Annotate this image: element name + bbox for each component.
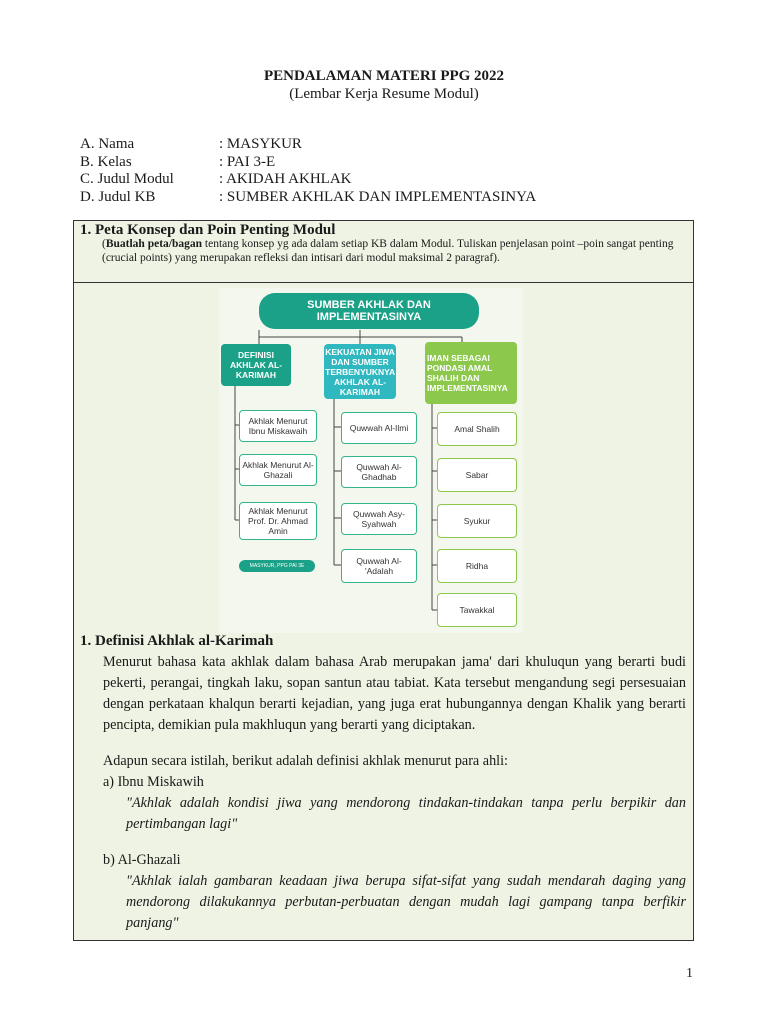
concept-col2-item: Quwwah Al-Ilmi (341, 412, 417, 444)
concept-col3-item: Tawakkal (437, 593, 517, 627)
info-value: : SUMBER AKHLAK DAN IMPLEMENTASINYA (219, 188, 537, 205)
list-item-a: a) Ibnu Miskawih (103, 774, 204, 790)
spacer (80, 835, 686, 850)
paragraph-definition: Menurut bahasa kata akhlak dalam bahasa Arab merupakan jama' dari khuluqun yang berarti budi pekerti, perangai, tingkah laku, sopan santun atau tabiat. Kata tersebut mengandung segi persesuaian dengan perkataan khalqun berarti kejadian, yang juga erat hubungannya dengan Khalik yang berarti pencipta, demikian pula makhluqun yang berarti yang diciptakan. (103, 654, 686, 733)
page-number: 1 (686, 966, 693, 981)
document-title: PENDALAMAN MATERI PPG 2022 (263, 68, 505, 84)
spacer (80, 736, 686, 751)
subsection-heading: 1. Definisi Akhlak al-Karimah (80, 633, 274, 649)
worksheet-box (73, 220, 694, 941)
concept-col3-node: IMAN SEBAGAI PONDASI AMAL SHALIH DAN IMPLEMENTASINYA (425, 342, 517, 404)
concept-col3-item: Sabar (437, 458, 517, 492)
section-body (80, 631, 686, 934)
info-label: C. Judul Modul (80, 171, 174, 187)
concept-col2-item: Quwwah Asy-Syahwah (341, 503, 417, 535)
document-subtitle: (Lembar Kerja Resume Modul) (289, 86, 479, 102)
info-label: B. Kelas (80, 153, 132, 170)
note-rest: tentang konsep yg ada dalam setiap KB dalam Modul. Tuliskan penjelasan point –poin sangat penting (crucial points) yang merupakan refleksi dan intisari dari modul maksimal 2 paragraf). (102, 238, 674, 264)
concept-main-node: SUMBER AKHLAK DAN IMPLEMENTASINYA (259, 293, 479, 329)
concept-col3-item: Syukur (437, 504, 517, 538)
info-value: : PAI 3-E (219, 153, 276, 170)
concept-col1-item: Akhlak Menurut Prof. Dr. Ahmad Amin (239, 502, 317, 540)
info-label: A. Nama (80, 136, 135, 152)
concept-col1-item: Akhlak Menurut Ibnu Miskawaih (239, 410, 317, 442)
info-value: : MASYKUR (219, 136, 302, 152)
section-title: 1. Peta Konsep dan Poin Penting Modul (80, 222, 336, 238)
concept-col2-item: Quwwah Al-'Adalah (341, 549, 417, 583)
info-value: : AKIDAH AKHLAK (219, 171, 352, 187)
concept-map (219, 288, 523, 633)
info-label: D. Judul KB (80, 188, 156, 205)
list-item-b: b) Al-Ghazali (103, 852, 181, 868)
section-header (74, 221, 693, 283)
concept-credit-badge: MASYKUR, PPG PAI 3E (239, 560, 315, 572)
quote-a: "Akhlak adalah kondisi jiwa yang mendorong tindakan-tindakan tanpa perlu berpikir dan pertimbangan lagi" (126, 795, 686, 832)
concept-col3-item: Amal Shalih (437, 412, 517, 446)
note-bold: Buatlah peta/bagan (105, 238, 203, 250)
quote-b: "Akhlak ialah gambaran keadaan jiwa berupa sifat-sifat yang sudah mendarah daging yang mendorong dilakukannya perbutan-perbuatan dengan mudah lagi gampang tanpa berfikir panjang" (126, 873, 686, 931)
paragraph-intro: Adapun secara istilah, berikut adalah definisi akhlak menurut para ahli: (103, 753, 508, 769)
concept-col2-node: KEKUATAN JIWA DAN SUMBER TERBENYUKNYA AKHLAK AL-KARIMAH (324, 344, 396, 399)
concept-col3-item: Ridha (437, 549, 517, 583)
concept-col1-item: Akhlak Menurut Al-Ghazali (239, 454, 317, 486)
concept-col1-node: DEFINISI AKHLAK AL-KARIMAH (221, 344, 291, 386)
note-open: ( (102, 238, 106, 250)
concept-col2-item: Quwwah Al-Ghadhab (341, 456, 417, 488)
section-instruction (102, 238, 687, 265)
